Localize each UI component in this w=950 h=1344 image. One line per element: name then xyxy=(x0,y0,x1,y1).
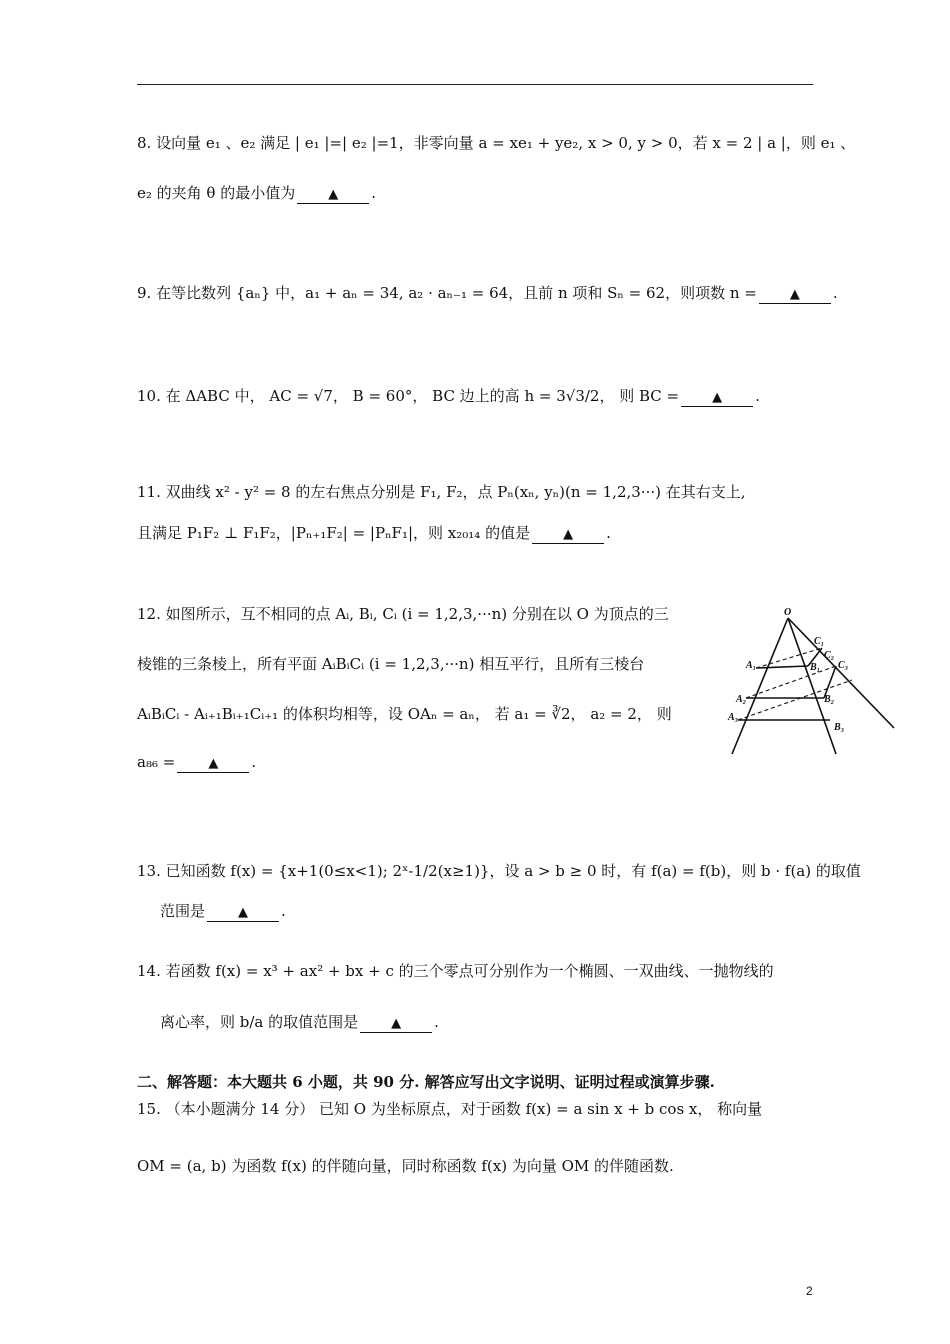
label-b3: B₃ xyxy=(834,722,845,733)
problem-14-line-1: 14. 若函数 f(x) = x³ + ax² + bx + c 的三个零点可分别作为一个椭圆、一双曲线、一抛物线的 xyxy=(137,962,774,980)
label-b2: B₂ xyxy=(824,694,835,705)
section-heading: 二、解答题：本大题共 6 小题，共 90 分. 解答应写出文字说明、证明过程或演算步骤. xyxy=(137,1073,715,1091)
problem-13-line-1: 13. 已知函数 f(x) = {x+1(0≤x<1); 2ˣ-1/2(x≥1)}，设 a > b ≥ 0 时，有 f(a) = f(b)，则 b · f(a) 的取值 xyxy=(137,862,861,880)
problem-11-line-1: 11. 双曲线 x² - y² = 8 的左右焦点分别是 F₁, F₂，点 Pₙ(xₙ, yₙ)(n = 1,2,3···) 在其右支上, xyxy=(137,483,746,501)
label-a1: A₁ xyxy=(746,660,757,671)
answer-blank-11[interactable]: ▲ xyxy=(532,527,604,544)
label-o: O xyxy=(784,607,792,618)
problem-15-line-2: OM = (a, b) 为函数 f(x) 的伴随向量，同时称函数 f(x) 为向量 OM 的伴随函数. xyxy=(137,1157,674,1175)
page-number: 2 xyxy=(806,1284,813,1298)
answer-blank-13[interactable]: ▲ xyxy=(207,905,279,922)
label-c3: C₃ xyxy=(838,660,849,671)
problem-12-line-4: a₈₆ = ▲ . xyxy=(137,753,257,771)
answer-blank-8[interactable]: ▲ xyxy=(297,187,369,204)
pyramid-figure xyxy=(724,604,900,756)
problem-12-line-2: 棱锥的三条棱上，所有平面 AᵢBᵢCᵢ (i = 1,2,3,···n) 相互平行，且所有三棱台 xyxy=(137,655,645,673)
label-c2: C₂ xyxy=(824,650,835,661)
problem-13-line-2: 范围是 ▲ . xyxy=(160,902,286,920)
problem-12-line-1: 12. 如图所示，互不相同的点 Aᵢ, Bᵢ, Cᵢ (i = 1,2,3,···n) 分别在以 O 为顶点的三 xyxy=(137,605,669,623)
label-a3: A₃ xyxy=(728,712,739,723)
label-c1: C₁ xyxy=(814,636,825,647)
problem-8-line-2: e₂ 的夹角 θ 的最小值为 ▲ . xyxy=(137,184,377,202)
answer-blank-9[interactable]: ▲ xyxy=(759,287,831,304)
problem-10-line-1: 10. 在 ΔABC 中， AC = √7， B = 60°， BC 边上的高 h = 3√3/2， 则 BC = ▲ . xyxy=(137,387,760,405)
problem-15-line-1: 15. （本小题满分 14 分） 已知 O 为坐标原点，对于函数 f(x) = a sin x + b cos x， 称向量 xyxy=(137,1100,763,1118)
answer-blank-10[interactable]: ▲ xyxy=(681,390,753,407)
problem-14-line-2: 离心率，则 b/a 的取值范围是 ▲ . xyxy=(160,1013,439,1031)
problem-9-line-1: 9. 在等比数列 {aₙ} 中，a₁ + aₙ = 34, a₂ · aₙ₋₁ = 64，且前 n 项和 Sₙ = 62，则项数 n = ▲ . xyxy=(137,284,838,302)
label-b1: B₁ xyxy=(810,662,821,673)
problem-12-line-3: AᵢBᵢCᵢ - Aᵢ₊₁Bᵢ₊₁Cᵢ₊₁ 的体积均相等，设 OAₙ = aₙ， 若 a₁ = ∛2， a₂ = 2， 则 xyxy=(137,705,672,723)
header-rule xyxy=(137,84,813,85)
answer-blank-14[interactable]: ▲ xyxy=(360,1016,432,1033)
label-a2: A₂ xyxy=(736,694,747,705)
problem-11-line-2: 且满足 P₁F₂ ⊥ F₁F₂，|Pₙ₊₁F₂| = |PₙF₁|，则 x₂₀₁₄ 的值是 ▲ . xyxy=(137,524,611,542)
answer-blank-12[interactable]: ▲ xyxy=(177,756,249,773)
problem-8-line-1: 8. 设向量 e₁ 、e₂ 满足 | e₁ |=| e₂ |=1，非零向量 a = xe₁ + ye₂, x > 0, y > 0，若 x = 2 | a |，则 e₁ 、 xyxy=(137,134,856,152)
edge-oc xyxy=(788,618,894,728)
